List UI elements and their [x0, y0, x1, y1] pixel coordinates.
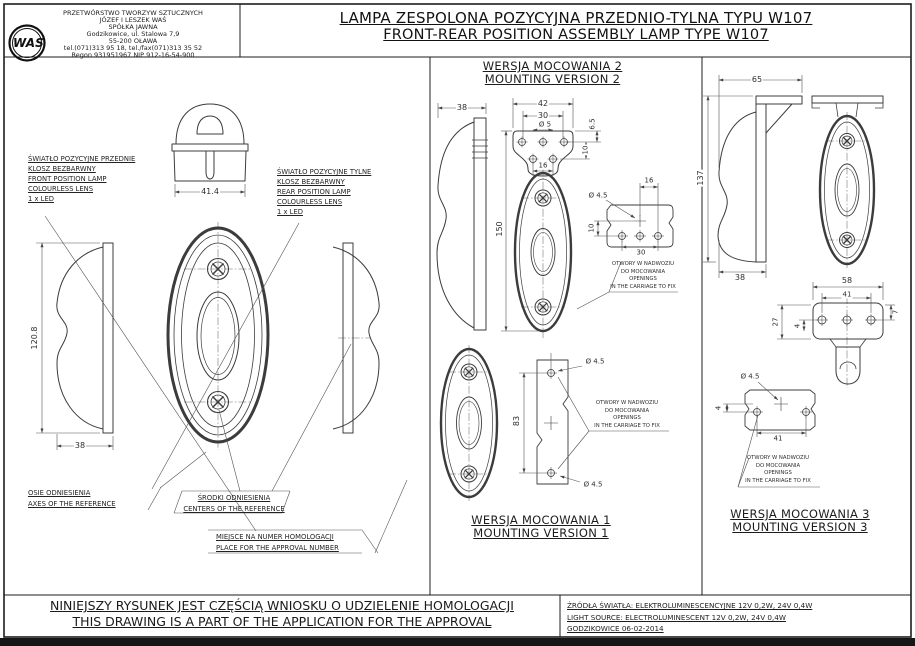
dim-main-width: 41.4 [201, 187, 219, 196]
dim-v2-slot-spacing: 16 [538, 161, 548, 170]
lamp-side-view-left [57, 243, 113, 433]
dim-v3-width: 65 [751, 75, 763, 84]
approval-note-pl: NINIEJSZY RYSUNEK JEST CZĘŚCIĄ WNIOSKU O UDZIELENIE HOMOLOGACJI [50, 598, 514, 613]
light-source-block [567, 600, 905, 635]
dim-v3-det-offset: 4 [714, 405, 723, 411]
place-date: GODZIKOWICE 06-02-2014 [567, 624, 664, 633]
company-line: Godzikowice, ul. Stalowa 7,9 [86, 30, 180, 38]
dim-v2-row-offset: 10 [581, 145, 590, 155]
drawing-title [242, 9, 910, 44]
dim-v1-hole-spacing: 83 [512, 415, 521, 427]
light-source-pl: ŹRÓDŁA ŚWIATŁA: ELEKTROLUMINESCENCYJNE 12V 0,2W, 24V 0,4W [567, 601, 813, 610]
title-pl: LAMPA ZESPOLONA POZYCYJNA PRZEDNIO-TYLNA TYPU W107 [339, 9, 813, 27]
mounting1-views [441, 349, 568, 497]
light-source-en: LIGHT SOURCE: ELECTROLUMINESCENT 12V 0,2W, 24V 0,4W [567, 612, 786, 622]
mounting-version-1-title: WERSJA MOCOWANIA 1 MOUNTING VERSION 1 [471, 513, 611, 540]
approval-note-en: THIS DRAWING IS A PART OF THE APPLICATION FOR THE APPROVAL [72, 614, 492, 629]
mounting-version-2-title: WERSJA MOCOWANIA 2 MOUNTING VERSION 2 [482, 59, 623, 86]
dim-v2-det-width: 30 [636, 248, 646, 257]
dim-v2-det-hole-dia: Ø 4.5 [588, 191, 608, 200]
dim-v1-hole-dia-bottom: Ø 4.5 [583, 480, 603, 489]
company-info-block [32, 10, 234, 59]
rear-position-lamp-label: ŚWIATŁO POZYCYJNE TYLNE KLOSZ BEZBARWNY REAR POSITION LAMP COLOURLESS LENS 1 x LED [277, 168, 372, 216]
dim-v2-depth: 38 [456, 103, 468, 112]
dim-v3-height: 137 [696, 170, 705, 186]
company-line: SPÓŁKA JAWNA [108, 23, 158, 31]
main-dim-lines [36, 184, 245, 450]
company-line: JÓZEF I LESZEK WAŚ [99, 16, 167, 24]
mount-hole-icon [751, 406, 812, 418]
approval-note [8, 598, 556, 630]
mounting2-views [437, 118, 573, 331]
title-en: FRONT-REAR POSITION ASSEMBLY LAMP TYPE W107 [383, 27, 769, 43]
dim-v3-det-hole-dia: Ø 4.5 [740, 372, 760, 381]
dim-v3-hole-spacing: 41 [842, 290, 852, 299]
openings-label-v3: OTWORY W NADWOZIU DO MOCOWANIA OPENINGS IN THE CARRIAGE TO FIX [745, 455, 811, 484]
mount-hole-icon [816, 314, 877, 326]
dim-v2-det-spacing: 16 [644, 176, 654, 185]
dim-v1-hole-dia-top: Ø 4.5 [585, 357, 605, 366]
screw-icon [840, 134, 855, 149]
centers-reference-label: ŚRODKI ODNIESIENIA CENTERS OF THE REFERENCE [183, 494, 285, 513]
dim-v3-hole-offset: 4 [793, 323, 802, 329]
mount-hole-icon [616, 230, 664, 242]
screw-icon [208, 392, 229, 413]
company-line: tel.(071)313 95 18, tel./fax(071)313 35 52 [63, 44, 203, 52]
dim-v2-det-offset: 10 [587, 223, 596, 233]
company-line: PRZETWÓRSTWO TWORZYW SZTUCZNYCH [63, 9, 203, 17]
company-line: Regon 931951967 NIP 912-16-54-900 [71, 51, 195, 59]
dim-v3-bracket-width: 58 [841, 276, 853, 285]
screw-icon [840, 233, 855, 248]
approval-number-label: MIEJSCE NA NUMER HOMOLOGACJI PLACE FOR THE APPROVAL NUMBER [216, 533, 339, 552]
dim-v2-hole-dia: Ø 5 [538, 120, 552, 129]
openings-label-v2: OTWORY W NADWOZIU DO MOCOWANIA OPENINGS IN THE CARRIAGE TO FIX [610, 261, 676, 290]
was-logo-text: WAS [13, 36, 44, 50]
axes-reference-label: OSIE ODNIESIENIA AXES OF THE REFERENCE [28, 489, 116, 508]
dim-v2-hole-spacing: 30 [537, 111, 549, 120]
openings-label-v1: OTWORY W NADWOZIU DO MOCOWANIA OPENINGS IN THE CARRIAGE TO FIX [594, 400, 660, 429]
dim-v3-bracket-height: 27 [771, 317, 780, 327]
dim-v3-depth: 38 [734, 273, 746, 282]
screw-icon [208, 259, 229, 280]
dim-v3-det-spacing: 41 [773, 434, 783, 443]
dim-v2-height: 150 [495, 221, 504, 237]
company-line: 55-200 OŁAWA [108, 37, 158, 45]
front-position-lamp-label: ŚWIATŁO POZYCYJNE PRZEDNIE KLOSZ BEZBARWNY FRONT POSITION LAMP COLOURLESS LENS 1 x LED [28, 155, 136, 203]
dim-main-depth: 38 [74, 441, 86, 450]
lamp-top-view [172, 104, 248, 181]
dim-v2-bracket-width: 42 [537, 99, 549, 108]
dim-main-height: 120.8 [30, 326, 39, 350]
dim-v2-edge-offset: 6.5 [588, 118, 597, 130]
dim-v3-edge-offset: 7 [891, 309, 900, 315]
mounting-version-3-title: WERSJA MOCOWANIA 3 MOUNTING VERSION 3 [730, 507, 870, 534]
